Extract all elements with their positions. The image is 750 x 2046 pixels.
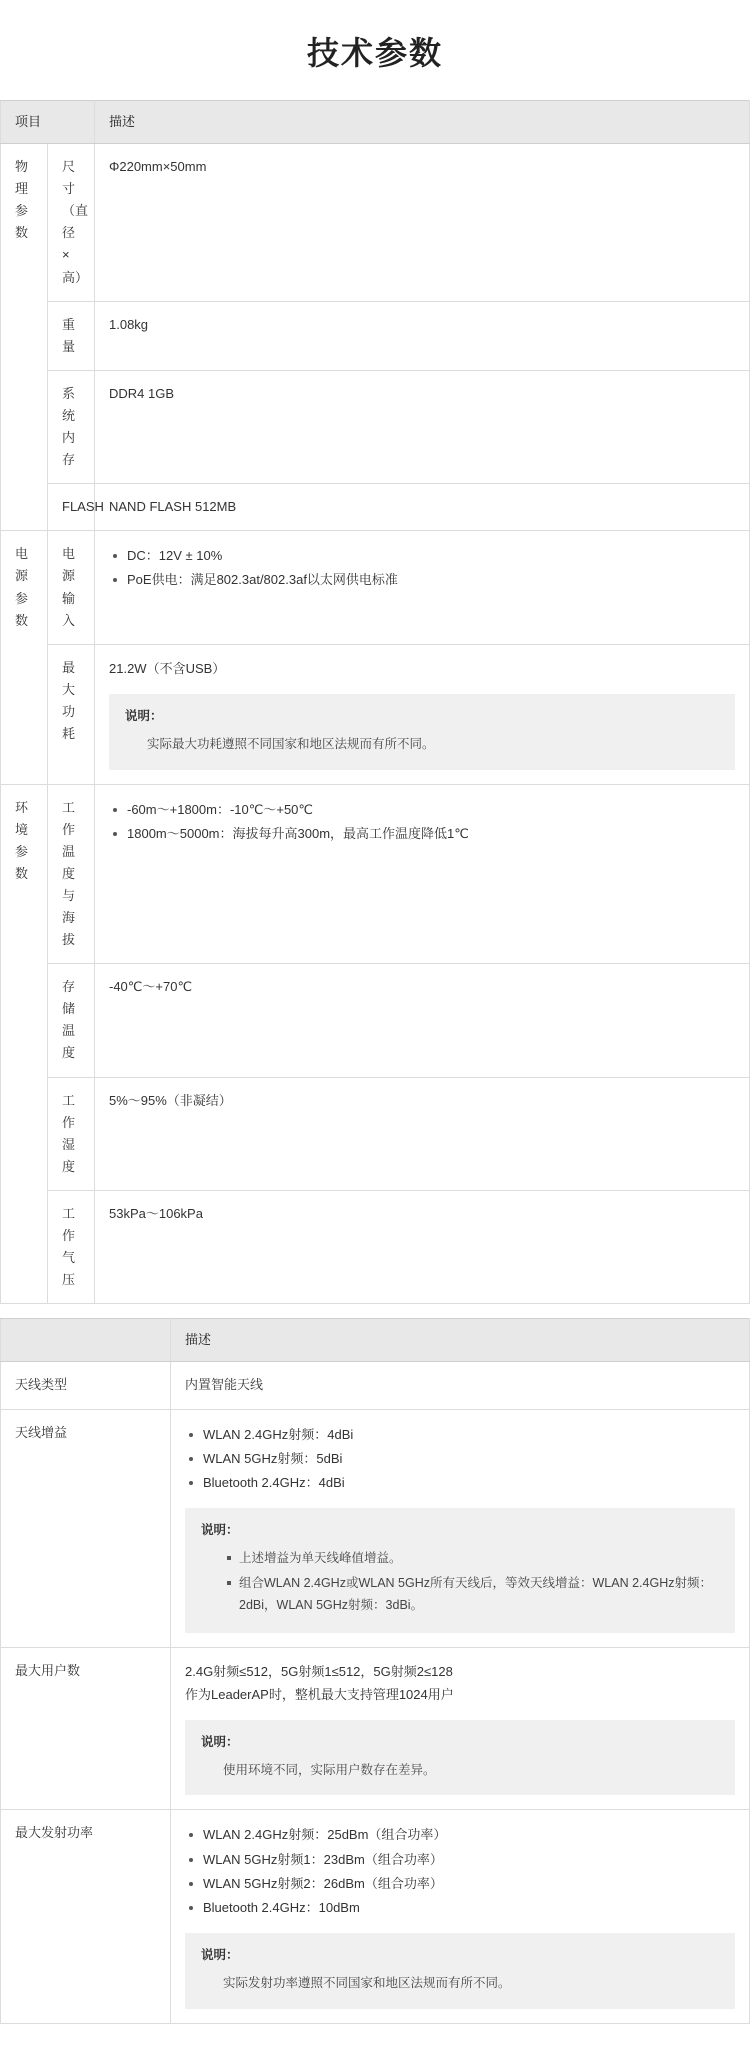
row-label: 电源输入 [48,531,95,644]
table1-header-desc: 描述 [95,101,750,144]
bottom-spacer [0,2024,750,2046]
table2-body [1,1362,750,2023]
note-box [185,1508,735,1633]
table2-head [1,1319,750,1362]
table-row [1,484,750,531]
row-value [171,1810,750,2023]
table1-head [1,101,750,144]
wireless-spec-table [0,1318,750,2023]
note-title: 说明： [201,1734,239,1749]
row-value [95,644,750,784]
list-item: 组合WLAN 2.4GHz或WLAN 5GHz所有天线后，等效天线增益：WLAN 2.4GHz射频：2dBi，WLAN 5GHz射频：3dBi。 [239,1572,719,1617]
row-label: 最大发射功率 [1,1810,171,2023]
table-row [1,144,750,302]
list-item: 1800m～5000m：海拔每升高300m，最高工作温度降低1℃ [125,823,735,845]
table-row [1,531,750,644]
list-item: DC：12V ± 10% [125,545,735,567]
note-box [185,1720,735,1796]
list-item: WLAN 2.4GHz射频：4dBi [201,1424,735,1446]
table1-body [1,144,750,1304]
table-row [1,370,750,483]
group-label-physical: 物理参数 [1,144,48,531]
bullet-list [185,1424,735,1494]
note-title: 说明： [201,1522,239,1537]
table-row [1,1409,750,1647]
row-label: 系统内存 [48,370,95,483]
bullet-list [109,799,735,845]
value-line: 2.4G射频≤512，5G射频1≤512，5G射频2≤128 [185,1663,453,1679]
row-value: 53kPa～106kPa [95,1190,750,1303]
list-item: Bluetooth 2.4GHz：4dBi [201,1472,735,1494]
row-label: FLASH [48,484,95,531]
note-box [185,1933,735,2009]
note-box [109,694,735,770]
list-item: 上述增益为单天线峰值增益。 [239,1547,719,1570]
list-item: WLAN 5GHz射频2：26dBm（组合功率） [201,1873,735,1895]
note-body: 实际最大功耗遵照不同国家和地区法规而有所不同。 [147,737,435,752]
row-label: 最大用户数 [1,1647,171,1810]
row-value: Φ220mm×50mm [95,144,750,302]
row-label: 最大功耗 [48,644,95,784]
page-title: 技术参数 [306,35,443,71]
row-value [95,531,750,644]
value-line: 21.2W（不含USB） [109,660,226,676]
table2-header-desc: 描述 [171,1319,750,1362]
list-item: Bluetooth 2.4GHz：10dBm [201,1897,735,1919]
note-body [201,1547,719,1617]
table-row [1,301,750,370]
row-label: 天线增益 [1,1409,171,1647]
row-value [95,784,750,964]
table1-header-item: 项目 [1,101,95,144]
note-title: 说明： [201,1947,239,1962]
row-value: 1.08kg [95,301,750,370]
row-label: 工作气压 [48,1190,95,1303]
table-row [1,1190,750,1303]
row-label: 天线类型 [1,1362,171,1409]
table-row [1,644,750,784]
list-item: PoE供电：满足802.3at/802.3af以太网供电标准 [125,569,735,591]
row-label: 工作温度与海拔 [48,784,95,964]
list-item: WLAN 5GHz射频：5dBi [201,1448,735,1470]
table-separator [0,1304,750,1318]
row-value: -40℃～+70℃ [95,964,750,1077]
table-row [1,1810,750,2023]
row-value: 5%～95%（非凝结） [95,1077,750,1190]
group-label-environment: 环境参数 [1,784,48,1304]
row-value [171,1409,750,1647]
bullet-list [109,545,735,591]
table-row [1,784,750,964]
list-item: WLAN 2.4GHz射频：25dBm（组合功率） [201,1824,735,1846]
row-label: 重量 [48,301,95,370]
row-label: 尺寸（直径×高） [48,144,95,302]
table-row [1,1647,750,1810]
table-row [1,964,750,1077]
note-list [223,1547,719,1617]
group-label-power: 电源参数 [1,531,48,784]
row-label: 存储温度 [48,964,95,1077]
table1-header-row [1,101,750,144]
row-value: NAND FLASH 512MB [95,484,750,531]
value-line: 作为LeaderAP时，整机最大支持管理1024用户 [185,1686,454,1702]
row-value: 内置智能天线 [171,1362,750,1409]
list-item: -60m～+1800m：-10℃～+50℃ [125,799,735,821]
physical-spec-table [0,100,750,1304]
row-value: DDR4 1GB [95,370,750,483]
table-row [1,1077,750,1190]
bullet-list [185,1824,735,1918]
note-title: 说明： [125,708,163,723]
table-row [1,1362,750,1409]
row-label: 工作湿度 [48,1077,95,1190]
note-body: 使用环境不同，实际用户数存在差异。 [223,1762,436,1777]
row-value [171,1647,750,1810]
note-body: 实际发射功率遵照不同国家和地区法规而有所不同。 [223,1976,511,1991]
list-item: WLAN 5GHz射频1：23dBm（组合功率） [201,1849,735,1871]
table2-header-blank [1,1319,171,1362]
table2-header-row [1,1319,750,1362]
